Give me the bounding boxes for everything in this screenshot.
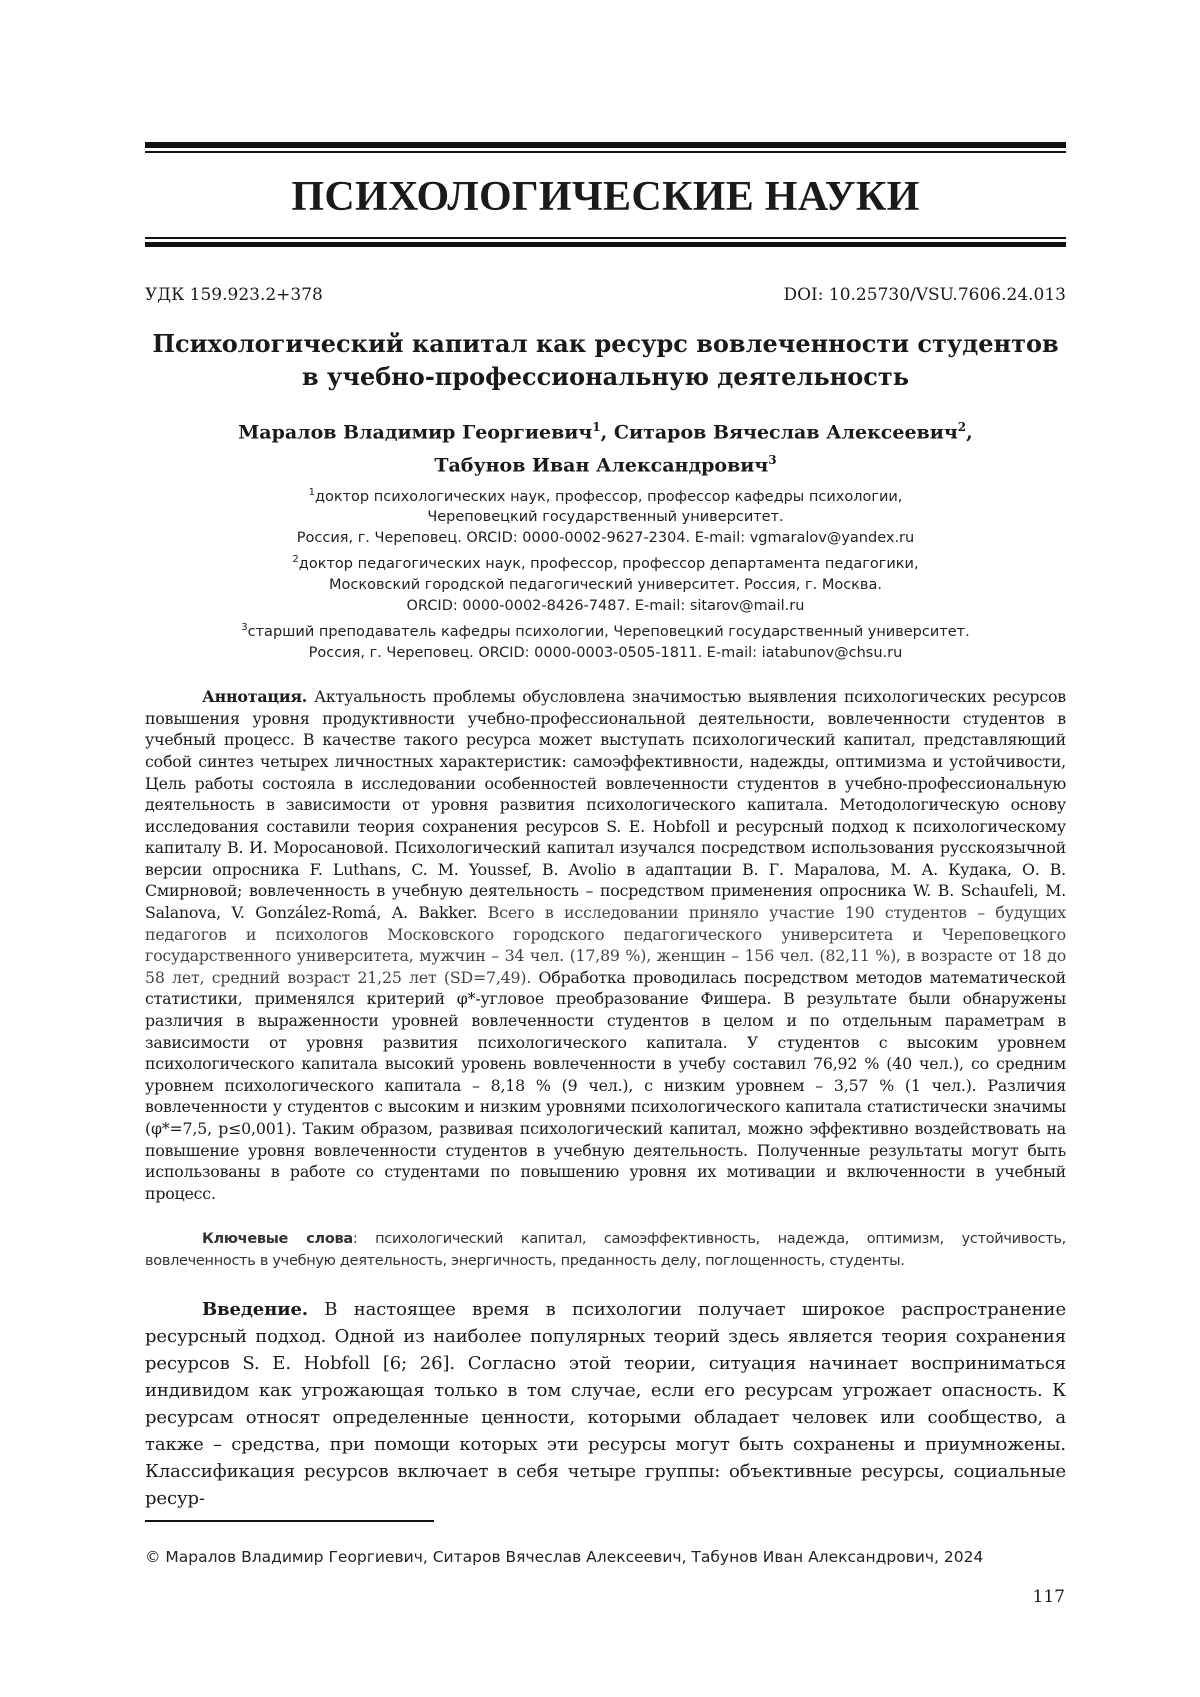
article-title-line: в учебно-профессиональную деятельность bbox=[302, 362, 909, 391]
affiliation-line bbox=[145, 596, 1066, 617]
abstract-label: Аннотация. bbox=[202, 687, 308, 707]
meta-row bbox=[145, 285, 1066, 305]
affiliation-sup: 1 bbox=[308, 486, 315, 498]
abstract-text: Всего в исследовании приняло участие 190 студентов – будущих педагогов и психологов Московского городского педагогического университета и Череповецкого государственного университета, мужчин – 34 чел. (17,89 %), женщин – 156 чел. (82,11 %), в возрасте от 18 до 58 лет, средний возраст 21,25 лет (SD=7,49). bbox=[145, 903, 1066, 987]
udc-code: УДК 159.923.2+378 bbox=[145, 285, 323, 305]
footnote-rule bbox=[145, 1520, 434, 1522]
introduction bbox=[145, 1296, 1066, 1512]
affiliation-line bbox=[145, 617, 1066, 643]
header-rule-top bbox=[145, 142, 1066, 148]
affiliation-line bbox=[145, 507, 1066, 528]
page-number: 117 bbox=[1032, 1587, 1065, 1607]
header-rule-bottom bbox=[145, 242, 1066, 247]
article-title-line: Психологический капитал как ресурс вовлеченности студентов bbox=[152, 329, 1059, 358]
introduction-text: В настоящее время в психологии получает широкое распространение ресурсный подход. Одной из наиболее популярных теорий здесь является теория сохранения ресурсов S. E. Hobfoll [6; 26]. Согласно этой теории, ситуация начинает восприниматься индивидом как угрожающая только в том случае, если его ресурсам угрожает опасность. К ресурсам относят определенные ценности, которыми обладает человек или сообщество, а также – средства, при помощи которых эти ресурсы могут быть сохранены и приумножены. Классификация ресурсов включает в себя четыре группы: объективные ресурсы, социальные ресур- bbox=[145, 1299, 1066, 1510]
authors-line bbox=[145, 413, 1066, 446]
author-name: Ситаров Вячеслав Алексеевич bbox=[613, 421, 958, 444]
author-sup: 3 bbox=[768, 453, 777, 468]
affiliation-text: доктор педагогических наук, профессор, профессор департамента педагогики, bbox=[298, 556, 919, 573]
header-rule-bottom-thin bbox=[145, 237, 1066, 239]
copyright-footnote: © Маралов Владимир Георгиевич, Ситаров Вячеслав Алексеевич, Табунов Иван Александрович, 2024 bbox=[145, 1548, 984, 1566]
affiliation-line bbox=[145, 575, 1066, 596]
keywords bbox=[145, 1228, 1066, 1272]
affiliation-text: Россия, г. Череповец. ORCID: 0000-0003-0505-1811. E-mail: iatabunov@chsu.ru bbox=[308, 645, 903, 662]
affiliation-text: ORCID: 0000-0002-8426-7487. E-mail: sitarov@mail.ru bbox=[406, 598, 805, 615]
affiliation-text: Череповецкий государственный университет. bbox=[427, 509, 784, 526]
abstract-text: Обработка проводилась посредством методов математической статистики, применялся критерий φ*-угловое преобразование Фишера. В результате были обнаружены различия в выраженности уровней вовлеченности студентов в целом и по отдельным параметрам в зависимости от уровня развития психологического капитала. У студентов с высоким уровнем психологического капитала высокий уровень вовлеченности в учебу составил 76,92 % (40 чел.), со средним уровнем психологического капитала – 8,18 % (9 чел.), с низким уровнем – 3,57 % (1 чел.). Различия вовлеченности у студентов с высоким и низким уровнями психологического капитала статистически значимы (φ*=7,5, p≤0,001). Таким образом, развивая психологический капитал, можно эффективно воздействовать на повышение уровня вовлеченности студентов в учебную деятельность. Полученные результаты могут быть использованы в работе со студентами по повышению уровня их мотивации и включенности в учебный процесс. bbox=[145, 967, 1066, 1203]
author-separator: , bbox=[600, 421, 614, 444]
affiliation-line bbox=[145, 643, 1066, 664]
author-name: Маралов Владимир Георгиевич bbox=[238, 421, 593, 444]
author-separator: , bbox=[966, 421, 973, 444]
abstract-text: Актуальность проблемы обусловлена значимостью выявления психологических ресурсов повышения уровня продуктивности учебно-профессиональной деятельности, вовлеченности студентов в учебный процесс. В качестве такого ресурса может выступать психологический капитал, представляющий собой синтез четырех личностных характеристик: самоэффективности, надежды, оптимизма и устойчивости, Цель работы состояла в исследовании особенностей вовлеченности студентов в учебно-профессиональную деятельность в зависимости от уровня развития психологического капитала. Методологическую основу исследования составили теория сохранения ресурсов S. E. Hobfoll и ресурсный подход к психологическому капиталу В. И. Моросановой. Психологический капитал изучался посредством использования русскоязычной версии опросника F. Luthans, C. M. Youssef, B. Avolio в адаптации В. Г. Маралова, М. А. Кудака, О. В. Смирновой; вовлеченность в учебную деятельность – посредством применения опросника W. B. Schaufeli, M. Salanova, V. González-Romá, A. Bakker. bbox=[145, 687, 1066, 923]
keywords-label: Ключевые слова bbox=[202, 1231, 353, 1248]
author-name: Табунов Иван Александрович bbox=[434, 454, 769, 477]
affiliation-text: Россия, г. Череповец. ORCID: 0000-0002-9627-2304. E-mail: vgmaralov@yandex.ru bbox=[296, 530, 915, 547]
authors-line bbox=[145, 446, 1066, 479]
introduction-label: Введение. bbox=[202, 1299, 308, 1321]
section-title: ПСИХОЛОГИЧЕСКИЕ НАУКИ bbox=[291, 174, 920, 220]
affiliation-sup: 3 bbox=[241, 622, 248, 634]
affiliation-line bbox=[145, 482, 1066, 508]
author-sup: 2 bbox=[957, 420, 967, 434]
article-title bbox=[145, 327, 1066, 393]
affiliation-line bbox=[145, 549, 1066, 575]
affiliation-text: доктор психологических наук, профессор, профессор кафедры психологии, bbox=[314, 488, 903, 505]
affiliation-sup: 2 bbox=[292, 554, 299, 566]
doi: DOI: 10.25730/VSU.7606.24.013 bbox=[783, 285, 1066, 305]
header-rule-top-thin bbox=[145, 151, 1066, 153]
abstract bbox=[145, 686, 1066, 1204]
authors bbox=[145, 413, 1066, 480]
affiliation-text: Московский городской педагогический университет. Россия, г. Москва. bbox=[329, 577, 882, 594]
page-body bbox=[145, 142, 1066, 1512]
keywords-text: : психологический капитал, самоэффективность, надежда, оптимизм, устойчивость, вовлеченность в учебную деятельность, энергичность, преданность делу, поглощенность, студенты. bbox=[145, 1231, 1066, 1270]
affiliation-text: старший преподаватель кафедры психологии, Череповецкий государственный университет. bbox=[247, 624, 970, 641]
affiliation-line bbox=[145, 528, 1066, 549]
author-sup: 1 bbox=[592, 420, 601, 434]
affiliations bbox=[145, 482, 1066, 664]
